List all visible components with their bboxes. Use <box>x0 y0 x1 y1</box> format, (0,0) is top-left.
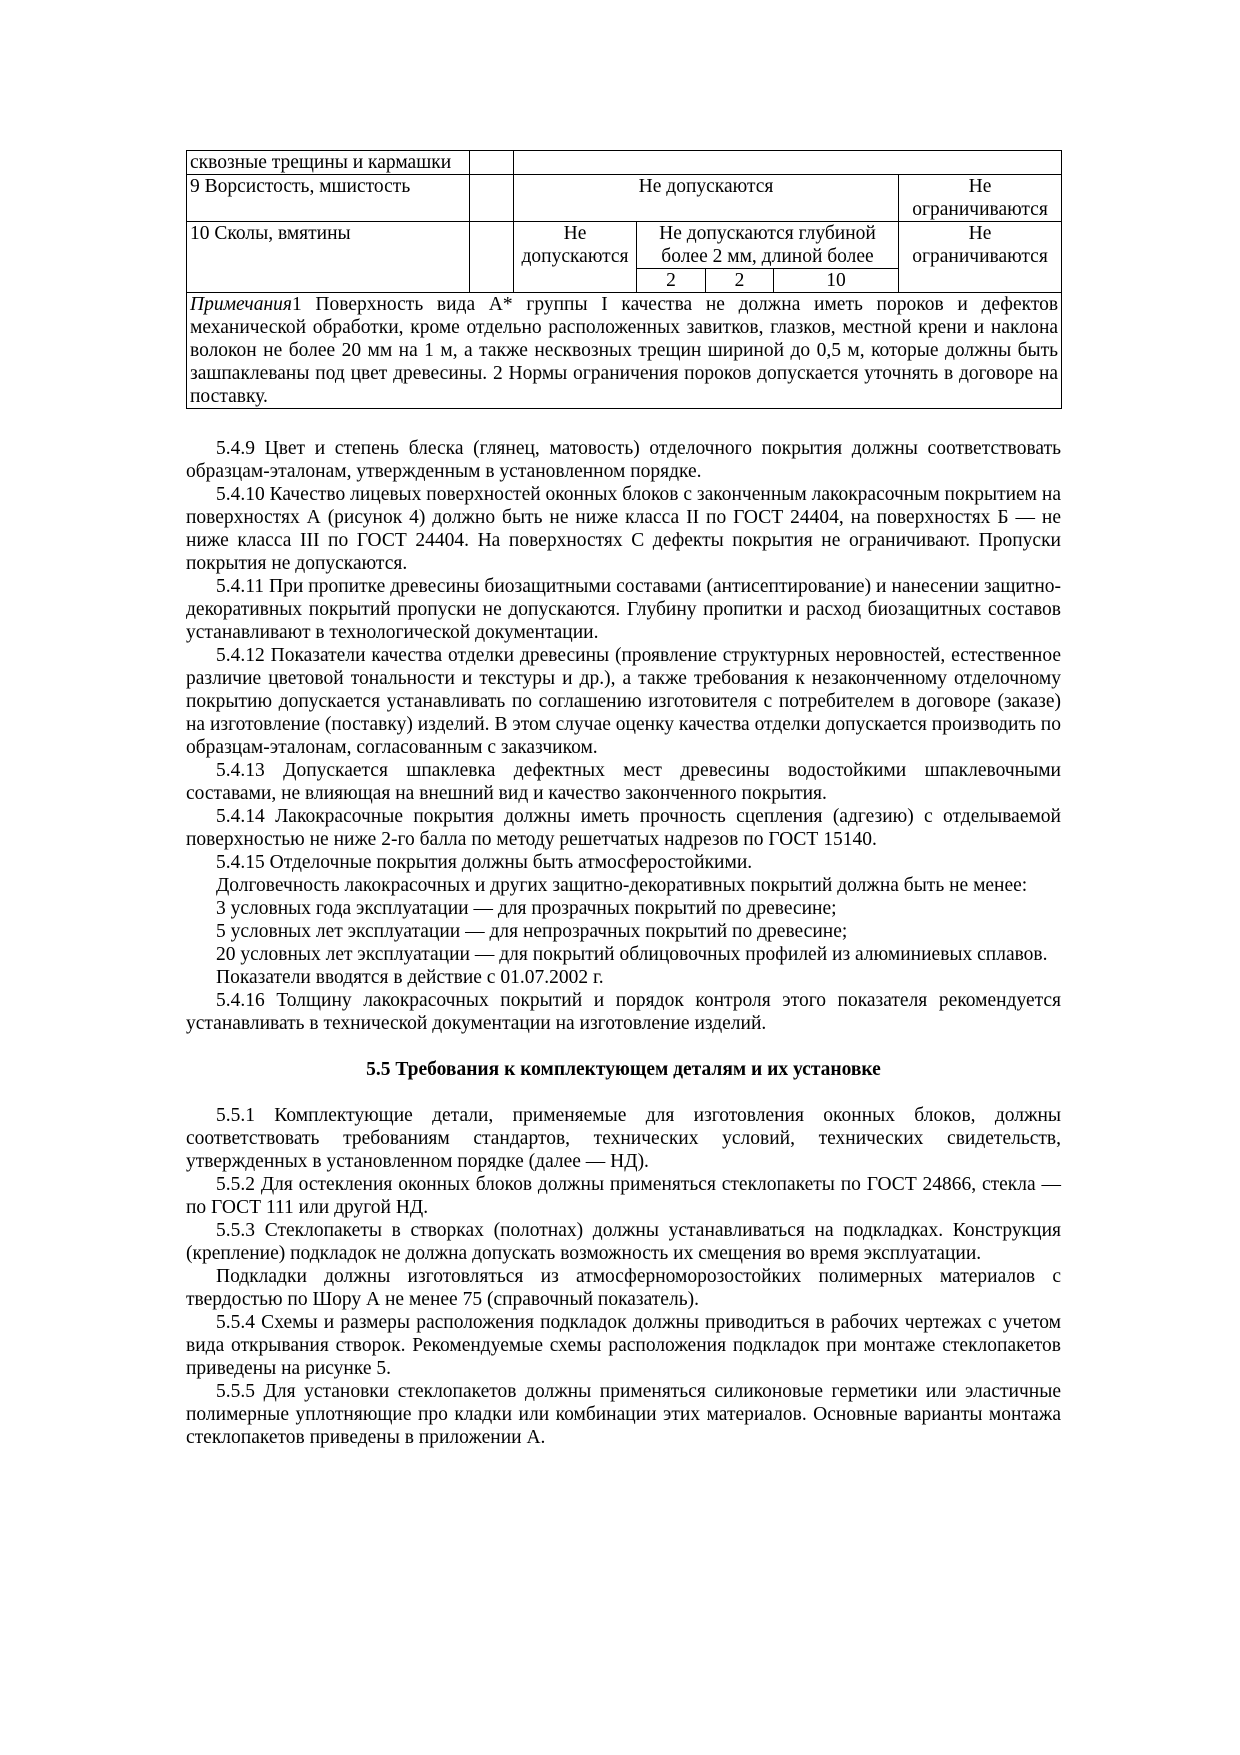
document-page <box>186 150 1061 1449</box>
paragraph: Подкладки должны изготовляться из атмосферноморозостойких полимерных материалов с твердостью по Шору А не менее 75 (справочный показатель). <box>186 1266 1061 1310</box>
table-cell: Не допускаются глубиной более 2 мм, длиной более <box>637 222 899 269</box>
paragraph: Долговечность лакокрасочных и других защитно-декоративных покрытий должна быть не менее: <box>216 875 1028 896</box>
paragraph: 5.4.13 Допускается шпаклевка дефектных мест древесины водостойкими шпаклевочными составами, не влияющая на внешний вид и качество законченного покрытия. <box>186 760 1061 804</box>
table-cell: Не допускаются <box>514 222 637 293</box>
paragraph: 5.4.14 Лакокрасочные покрытия должны иметь прочность сцепления (адгезию) с отделываемой поверхностью не ниже 2-го балла по методу решетчатых надрезов по ГОСТ 15140. <box>186 806 1061 850</box>
table-cell <box>470 175 514 222</box>
paragraph: 5.5.3 Стеклопакеты в створках (полотнах) должны устанавливаться на подкладках. Конструкция (крепление) подкладок не должна допускать возможность их смещения во время эксплуатации. <box>186 1220 1061 1264</box>
table-cell: сквозные трещины и кармашки <box>187 151 470 175</box>
defects-table <box>186 150 1062 409</box>
table-cell: 10 Сколы, вмятины <box>187 222 470 293</box>
table-cell: Не ограничиваются <box>899 222 1062 293</box>
paragraph: 5.5.5 Для установки стеклопакетов должны применяться силиконовые герметики или эластичные полимерные уплотняющие про кладки или комбинации этих материалов. Основные варианты монтажа стеклопакетов приведены в приложении А. <box>186 1381 1061 1448</box>
paragraph: 20 условных лет эксплуатации — для покрытий облицовочных профилей из алюминиевых сплавов. <box>216 944 1048 965</box>
paragraph: 5 условных лет эксплуатации — для непрозрачных покрытий по древесине; <box>216 921 848 942</box>
paragraph: 5.4.11 При пропитке древесины биозащитными составами (антисептирование) и нанесении защитно-декоративных покрытий пропуски не допускаются. Глубину пропитки и расход биозащитных составов устанавливают в технологической документации. <box>186 576 1061 643</box>
table-cell <box>514 151 1062 175</box>
paragraph: 5.5.2 Для остекления оконных блоков должны применяться стеклопакеты по ГОСТ 24866, стекла — по ГОСТ 111 или другой НД. <box>186 1174 1061 1218</box>
table-row <box>187 175 1062 222</box>
paragraph: 5.4.9 Цвет и степень блеска (глянец, матовость) отделочного покрытия должны соответствовать образцам-эталонам, утвержденным в установленном порядке. <box>186 438 1061 482</box>
paragraph: Показатели вводятся в действие с 01.07.2002 г. <box>216 967 604 988</box>
paragraph: 5.5.1 Комплектующие детали, применяемые для изготовления оконных блоков, должны соответствовать требованиям стандартов, технических условий, технических свидетельств, утвержденных в установленном порядке (далее — НД). <box>186 1105 1061 1172</box>
note-text: 1 Поверхность вида А* группы I качества не должна иметь пороков и дефектов механической обработки, кроме отдельно расположенных завитков, глазков, местной крени и наклона волокон не более 20 мм на 1 м, а также несквозных трещин шириной до 0,5 м, которые должны быть зашпаклеваны под цвет древесины. 2 Нормы ограничения пороков допускается уточнять в договоре на поставку. <box>190 294 1059 407</box>
paragraph: 5.4.12 Показатели качества отделки древесины (проявление структурных неровностей, естественное различие цветовой тональности и текстуры и др.), а также требования к незаконченному отделочному покрытию допускается устанавливать по соглашению изготовителя с потребителем в договоре (заказе) на изготовление (поставку) изделий. В этом случае оценку качества отделки допускается производить по образцам-эталонам, согласованным с заказчиком. <box>186 645 1061 758</box>
table-cell <box>470 222 514 293</box>
paragraph: 5.5.4 Схемы и размеры расположения подкладок должны приводиться в рабочих чертежах с учетом вида открывания створок. Рекомендуемые схемы расположения подкладок при монтаже стеклопакетов приведены на рисунке 5. <box>186 1312 1061 1379</box>
section-heading: 5.5 Требования к комплектующем деталям и их установке <box>366 1059 881 1080</box>
paragraph: 3 условных года эксплуатации — для прозрачных покрытий по древесине; <box>216 898 837 919</box>
table-cell: 2 <box>637 269 706 293</box>
table-row <box>187 293 1062 409</box>
table-cell: Не ограничиваются <box>899 175 1062 222</box>
table-cell: 2 <box>706 269 774 293</box>
paragraph: 5.4.15 Отделочные покрытия должны быть атмосферостойкими. <box>216 852 753 873</box>
table-note <box>187 293 1062 409</box>
table-cell: 10 <box>774 269 899 293</box>
table-row <box>187 222 1062 269</box>
table-cell: 9 Ворсистость, мшистость <box>187 175 470 222</box>
table-row <box>187 151 1062 175</box>
note-label: Примечания <box>190 294 292 315</box>
table-cell: Не допускаются <box>514 175 899 222</box>
paragraph: 5.4.10 Качество лицевых поверхностей оконных блоков с законченным лакокрасочным покрытием на поверхностях А (рисунок 4) должно быть не ниже класса II по ГОСТ 24404, на поверхностях Б — не ниже класса III по ГОСТ 24404. На поверхностях С дефекты покрытия не ограничивают. Пропуски покрытия не допускаются. <box>186 484 1061 574</box>
paragraph: 5.4.16 Толщину лакокрасочных покрытий и порядок контроля этого показателя рекомендуется устанавливать в технической документации на изготовление изделий. <box>186 990 1061 1034</box>
body-text <box>186 437 1061 1449</box>
table-cell <box>470 151 514 175</box>
